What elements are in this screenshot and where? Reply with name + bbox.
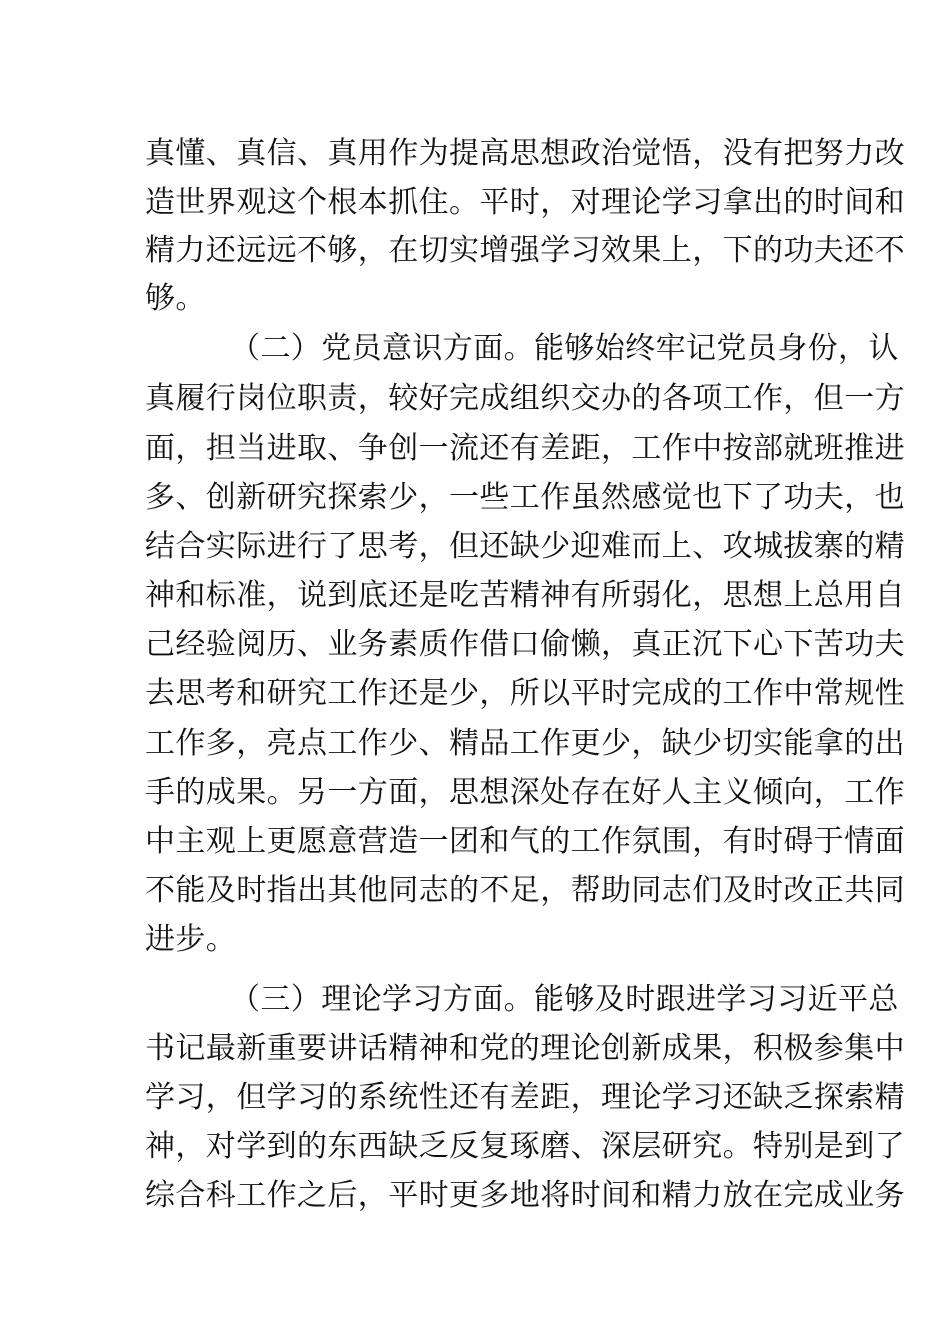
text-line: 真履行岗位职责，较好完成组织交办的各项工作，但一方	[145, 381, 905, 416]
text-line: 精力还远远不够，在切实增强学习效果上，下的功夫还不	[145, 233, 905, 268]
text-line: 多、创新研究探索少，一些工作虽然感觉也下了功夫，也	[145, 480, 905, 515]
text-line: 手的成果。另一方面，思想深处存在好人主义倾向，工作	[145, 775, 905, 810]
text-line: 己经验阅历、业务素质作借口偷懒，真正沉下心下苦功夫	[145, 627, 905, 662]
text-line: 去思考和研究工作还是少，所以平时完成的工作中常规性	[145, 676, 905, 711]
text-line: 中主观上更愿意营造一团和气的工作氛围，有时碍于情面	[145, 824, 905, 859]
text-line: 进步。	[145, 922, 237, 957]
text-line: 工作多，亮点工作少、精品工作更少，缺少切实能拿的出	[145, 726, 905, 761]
text-line: 不能及时指出其他同志的不足，帮助同志们及时改正共同	[145, 873, 905, 908]
text-line: 造世界观这个根本抓住。平时，对理论学习拿出的时间和	[145, 185, 905, 220]
text-line: 书记最新重要讲话精神和党的理论创新成果，积极参集中	[145, 1031, 905, 1066]
text-line: 面，担当进取、争创一流还有差距，工作中按部就班推进	[145, 431, 905, 466]
text-line: 神和标准，说到底还是吃苦精神有所弱化，思想上总用自	[145, 578, 905, 613]
text-line: 综合科工作之后，平时更多地将时间和精力放在完成业务	[145, 1178, 905, 1213]
text-line: 神，对学到的东西缺乏反复琢磨、深层研究。特别是到了	[145, 1129, 905, 1164]
text-line: （三）理论学习方面。能够及时跟进学习习近平总	[230, 982, 899, 1017]
text-line: 够。	[145, 281, 206, 316]
text-line: （二）党员意识方面。能够始终牢记党员身份，认	[230, 331, 899, 366]
text-line: 结合实际进行了思考，但还缺少迎难而上、攻城拔寨的精	[145, 529, 905, 564]
text-line: 学习，但学习的系统性还有差距，理论学习还缺乏探索精	[145, 1080, 905, 1115]
text-line: 真懂、真信、真用作为提高思想政治觉悟，没有把努力改	[145, 136, 905, 171]
